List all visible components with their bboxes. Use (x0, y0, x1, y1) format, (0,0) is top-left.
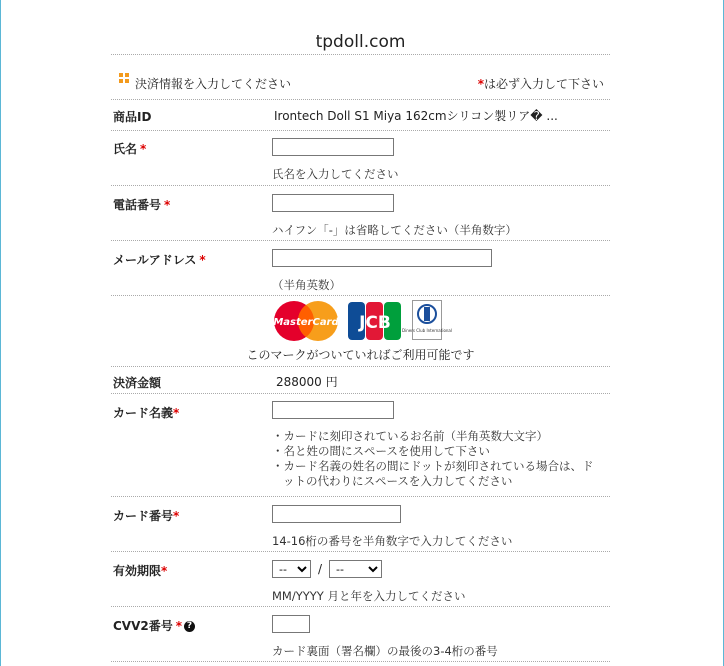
mastercard-logo (273, 300, 339, 342)
email-note: （半角英数） (272, 278, 341, 292)
name-row (111, 131, 610, 186)
question-circle-icon[interactable]: ? (184, 621, 195, 632)
grid-bullet-icon (119, 73, 130, 84)
card-name-note: ・名と姓の間にスペースを使用して下さい (272, 444, 490, 458)
svg-text:Diners Club International: Diners Club International (402, 328, 452, 333)
cvv-row (111, 607, 610, 662)
cvv-note: カード裏面（署名欄）の最後の3-4桁の番号 (272, 644, 498, 658)
phone-label: 電話番号 * (113, 198, 171, 212)
expiry-label: 有効期限* (113, 564, 168, 578)
card-number-input[interactable] (272, 505, 401, 523)
email-label: メールアドレス * (113, 253, 206, 267)
amount-value: 288000 円 (276, 375, 338, 389)
phone-input[interactable] (272, 194, 394, 212)
expiry-note: MM/YYYY 月と年を入力してください (272, 589, 466, 603)
expiry-row (111, 552, 610, 607)
product-value: Irontech Doll S1 Miya 162cmシリコン製リア� ... (274, 109, 558, 123)
card-name-note: ・カードに刻印されているお名前（半角英数大文字） (272, 429, 548, 443)
card-number-note: 14-16桁の番号を半角数字で入力してください (272, 534, 513, 548)
svg-text:MasterCard: MasterCard (273, 317, 339, 328)
card-number-row (111, 497, 610, 552)
card-name-row (111, 394, 610, 497)
site-title: tpdoll.com (315, 32, 406, 52)
card-name-note: ットの代わりにスペースを入力してください (283, 474, 513, 488)
expiry-separator: / (318, 562, 323, 576)
svg-text:JCB: JCB (359, 313, 391, 333)
cvv-label: CVV2番号 * ? (113, 617, 195, 634)
required-notice: *は必ず入力して下さい (477, 77, 604, 91)
name-input[interactable] (272, 138, 394, 156)
name-label: 氏名 * (113, 142, 147, 156)
card-name-input[interactable] (272, 401, 394, 419)
payment-form (111, 0, 610, 662)
email-input[interactable] (272, 249, 492, 267)
card-logos-row (111, 296, 610, 367)
name-note: 氏名を入力してください (272, 167, 399, 181)
jcb-logo (347, 300, 403, 342)
card-name-label: カード名義* (113, 406, 180, 420)
phone-row (111, 186, 610, 241)
card-availability-caption: このマークがついていればご利用可能です (246, 348, 475, 362)
email-row (111, 241, 610, 296)
expiry-month-select[interactable] (272, 560, 311, 578)
phone-note: ハイフン「-」は省略してください（半角数字） (272, 223, 517, 237)
cvv-input[interactable] (272, 615, 310, 633)
expiry-year-select[interactable] (329, 560, 382, 578)
card-number-label: カード番号* (113, 509, 180, 523)
info-header (111, 55, 610, 100)
diners-club-logo (402, 300, 452, 340)
product-label: 商品ID (113, 110, 152, 124)
frame-border-left (0, 0, 1, 666)
product-row (111, 100, 610, 131)
card-name-note: ・カード名義の姓名の間にドットが刻印されている場合は、ド (272, 459, 594, 473)
amount-row (111, 367, 610, 394)
card-name-notes (272, 429, 594, 489)
info-instruction: 決済情報を入力してください (135, 77, 292, 91)
amount-label: 決済金額 (113, 376, 162, 390)
